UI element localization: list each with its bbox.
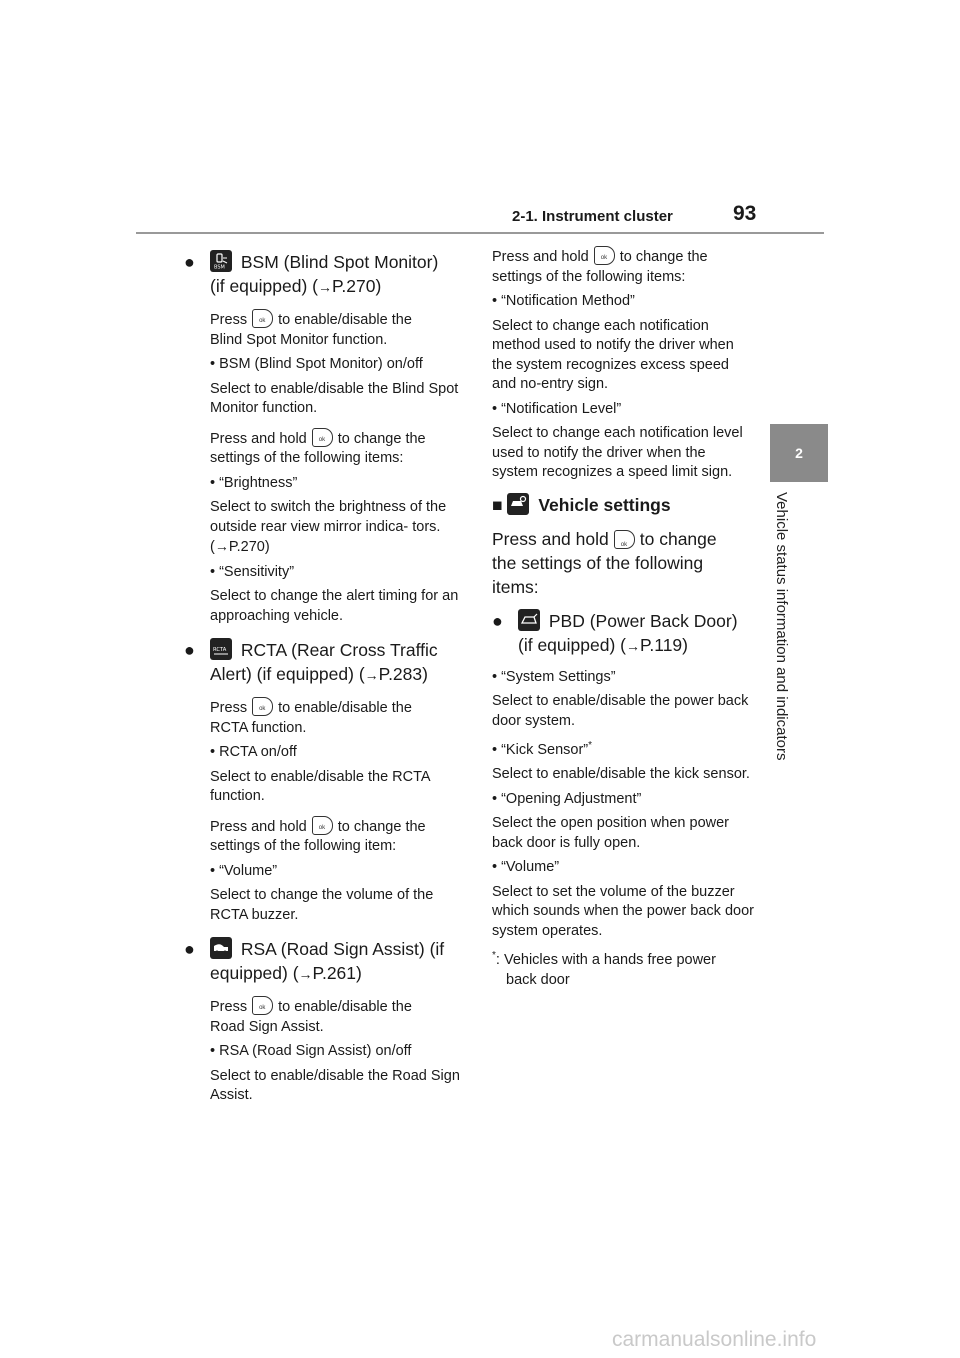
left-column [184, 246, 472, 1106]
bsm-icon [210, 250, 232, 272]
bsm-desc-brightness [210, 498, 472, 558]
chapter-tab [770, 424, 828, 482]
ok-button-icon [252, 697, 273, 716]
ok-button-icon [614, 530, 635, 549]
pbd-title-line1: PBD (Power Back Door) [548, 610, 738, 631]
rcta-heading [184, 638, 472, 687]
text: to change the [337, 818, 426, 835]
ok-button-icon [252, 996, 273, 1015]
text: Road Sign Assist. [210, 1018, 324, 1035]
text: to change the [337, 430, 426, 447]
chapter-label-container [772, 492, 796, 792]
text: the settings of the following [492, 552, 704, 573]
text: to change [639, 528, 717, 549]
chapter-label: Vehicle status information and indicators [773, 492, 790, 761]
bullet-icon: ● [184, 939, 195, 959]
rcta-bullet-onoff: • RCTA on/off [210, 744, 297, 760]
bsm-title-close: ) [375, 276, 382, 296]
arrow-icon: → [317, 279, 332, 295]
bullet-icon: ● [184, 252, 195, 272]
text: to enable/disable the [278, 999, 412, 1015]
rcta-hold-line [210, 816, 472, 857]
text: Press [210, 999, 248, 1015]
bsm-bullet-brightness: • “Brightness” [210, 474, 298, 491]
text: to enable/disable the [278, 700, 412, 716]
bsm-title-line1: BSM (Blind Spot Monitor) [240, 252, 439, 272]
arrow-icon: → [364, 667, 379, 683]
text: Press and hold [210, 818, 307, 835]
pbd-bullet-kick [492, 736, 754, 760]
text: Press and hold [492, 249, 589, 265]
ok-button-icon [252, 309, 273, 328]
bsm-bullet-onoff: • BSM (Blind Spot Monitor) on/off [210, 356, 423, 372]
footnote-mark: * [588, 740, 593, 751]
rcta-icon [210, 638, 232, 660]
bsm-page-ref[interactable]: P.270 [331, 276, 376, 296]
brightness-page-ref[interactable]: P.270 [228, 539, 265, 555]
page-number: 93 [733, 202, 757, 225]
pbd-bullet-system: • “System Settings” [492, 668, 616, 685]
bsm-desc-sensitivity: Select to change the alert timing for an approaching vehicle. [210, 588, 459, 624]
arrow-icon: → [298, 966, 313, 982]
rsa-bullet-method: • “Notification Method” [492, 293, 635, 309]
rcta-title-line2: Alert) (if equipped) ( [210, 664, 365, 684]
rsa-press-line [210, 996, 472, 1037]
pbd-bullet-opening: • “Opening Adjustment” [492, 790, 642, 807]
footnote-mark: * [492, 950, 496, 962]
bsm-heading [184, 250, 472, 299]
bsm-press-line [210, 309, 472, 350]
right-column [492, 246, 754, 990]
text: tors. ( [210, 518, 441, 555]
pbd-title-line2: (if equipped) ( [518, 634, 626, 655]
rcta-bullet-volume: • “Volume” [210, 862, 278, 879]
bsm-hold-line [210, 428, 472, 469]
rcta-desc-onoff: Select to enable/disable the RCTA function. [210, 768, 430, 804]
pbd-desc-kick: Select to enable/disable the kick sensor. [492, 766, 750, 783]
footnote [492, 946, 754, 990]
rcta-press-line [210, 697, 472, 738]
rsa-icon [210, 937, 232, 959]
vehicle-settings-icon [507, 493, 529, 515]
rsa-title-close: ) [356, 963, 362, 983]
text: items: [492, 576, 539, 597]
arrow-icon: → [625, 637, 640, 654]
rsa-hold-line [492, 246, 754, 287]
text: RCTA function. [210, 719, 307, 736]
bullet-icon: ● [492, 610, 503, 631]
vehicle-settings-heading [492, 493, 754, 517]
bsm-desc-onoff: Select to enable/disable the Blind Spot Monitor function. [210, 380, 459, 416]
section-title: 2-1. Instrument cluster [512, 208, 673, 225]
ok-button-icon [594, 246, 615, 265]
rsa-bullet-onoff: • RSA (Road Sign Assist) on/off [210, 1043, 412, 1059]
watermark: carmanualsonline.info [612, 1328, 817, 1351]
pbd-heading [492, 609, 754, 658]
text: settings of the following items: [492, 268, 686, 285]
rcta-title-close: ) [422, 664, 428, 684]
rsa-desc-onoff: Select to enable/disable the Road Sign Assist. [210, 1067, 460, 1103]
bullet-icon: ● [184, 640, 195, 660]
svg-text:BSM: BSM [214, 264, 225, 270]
ok-button-icon [312, 428, 333, 447]
rsa-title-line2: equipped) ( [210, 963, 299, 983]
text: Blind Spot Monitor function. [210, 331, 388, 348]
text: settings of the following items: [210, 450, 404, 466]
text: to change the [619, 249, 708, 265]
rcta-desc-volume: Select to change the volume of the RCTA buzzer. [210, 887, 434, 923]
vehicle-hold-line [492, 527, 754, 599]
text: back door [506, 971, 570, 988]
pbd-desc-opening: Select the open position when power back door is fully open. [492, 815, 729, 851]
pbd-desc-volume: Select to set the volume of the buzzer which sounds when the power back door system operates. [492, 883, 754, 939]
rcta-page-ref[interactable]: P.283 [378, 664, 423, 684]
pbd-desc-system: Select to enable/disable the power back door system. [492, 693, 749, 729]
text: : Vehicles with a hands free power [495, 952, 716, 969]
arrow-icon: → [214, 538, 229, 554]
section-square-icon: ■ [492, 494, 503, 515]
text: to enable/disable the [278, 312, 412, 328]
bsm-title-line2: (if equipped) ( [210, 276, 318, 296]
text: ) [264, 539, 270, 555]
vehicle-settings-title: Vehicle settings [538, 494, 671, 515]
pbd-title-close: ) [682, 634, 688, 655]
chapter-number: 2 [795, 445, 803, 461]
bsm-bullet-sensitivity: • “Sensitivity” [210, 563, 295, 580]
rsa-page-ref[interactable]: P.261 [312, 963, 357, 983]
rsa-desc-method: Select to change each notification method used to notify the driver when the system recognizes excess speed and no-entry sign. [492, 317, 734, 392]
ok-button-icon [312, 816, 333, 835]
svg-text:RCTA: RCTA [213, 647, 227, 653]
text: • “Kick Sensor” [492, 741, 589, 758]
pbd-bullet-volume: • “Volume” [492, 859, 560, 876]
rsa-bullet-level: • “Notification Level” [492, 400, 622, 417]
text: Select to switch the brightness of the outside rear view mirror indica- [210, 499, 447, 535]
rsa-heading [184, 937, 472, 986]
rcta-title-line1: RCTA (Rear Cross Traffic [240, 640, 438, 660]
text: settings of the following item: [210, 838, 397, 854]
header-divider [136, 232, 824, 234]
rsa-desc-level: Select to change each notification level used to notify the driver when the system recognizes a speed limit sign. [492, 425, 743, 480]
text: Press [210, 312, 248, 328]
text: Press and hold [492, 528, 609, 549]
pbd-icon [518, 609, 540, 631]
text: Press and hold [210, 430, 307, 447]
rsa-title-line1: RSA (Road Sign Assist) (if [240, 939, 445, 959]
text: Press [210, 700, 248, 716]
pbd-page-ref[interactable]: P.119 [639, 634, 683, 655]
